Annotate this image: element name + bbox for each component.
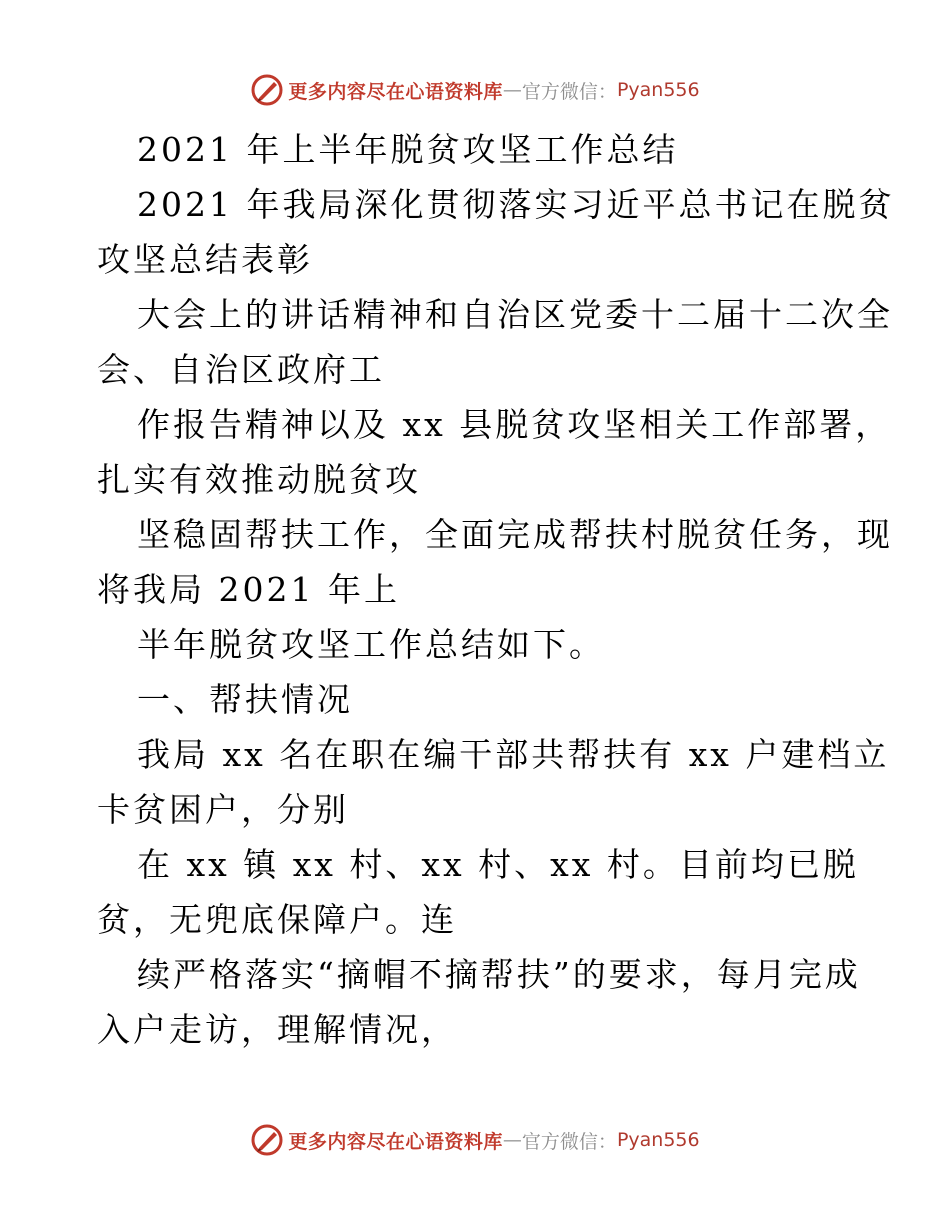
section-heading-1: 一、帮扶情况: [137, 680, 353, 719]
document-body: [97, 122, 895, 1057]
watermark-handle: Pyan556: [616, 1129, 700, 1151]
watermark-label: 官方微信：: [521, 1130, 617, 1153]
paragraph-intro: 2021 年我局深化贯彻落实习近平总书记在脱贫 攻坚总结表彰: [97, 185, 895, 279]
paragraph-title: 2021 年上半年脱贫攻坚工作总结: [137, 130, 679, 169]
paragraph-visits: 续严格落实“摘帽不摘帮扶”的要求，每月完成 入户走访，理解情况，: [97, 955, 861, 1049]
quill-logo-icon: [250, 1123, 284, 1157]
paragraph-villages: 在 xx 镇 xx 村、xx 村、xx 村。目前均已脱 贫，无兜底保障户。连: [97, 845, 859, 939]
watermark-brand: 更多内容尽在心语资料库: [288, 1130, 503, 1153]
paragraph-report: 作报告精神以及 xx 县脱贫攻坚相关工作部署， 扎实有效推动脱贫攻: [97, 405, 892, 499]
watermark-brand: 更多内容尽在心语资料库: [288, 80, 503, 103]
paragraph-speech: 大会上的讲话精神和自治区党委十二届十二次全 会、自治区政府工: [97, 295, 893, 389]
watermark-label: 官方微信：: [521, 80, 617, 103]
watermark-separator: —: [502, 1129, 522, 1151]
watermark-separator: —: [502, 79, 522, 101]
paragraph-cadres: 我局 xx 名在职在编干部共帮扶有 xx 户建档立 卡贫困户，分别: [97, 735, 890, 829]
paragraph-summary-lead: 半年脱贫攻坚工作总结如下。: [137, 625, 605, 664]
paragraph-task: 坚稳固帮扶工作，全面完成帮扶村脱贫任务，现 将我局 2021 年上: [97, 515, 893, 609]
watermark-handle: Pyan556: [616, 79, 700, 101]
watermark-banner-bottom: [0, 1120, 950, 1160]
watermark-banner-top: [0, 70, 950, 110]
quill-logo-icon: [250, 73, 284, 107]
